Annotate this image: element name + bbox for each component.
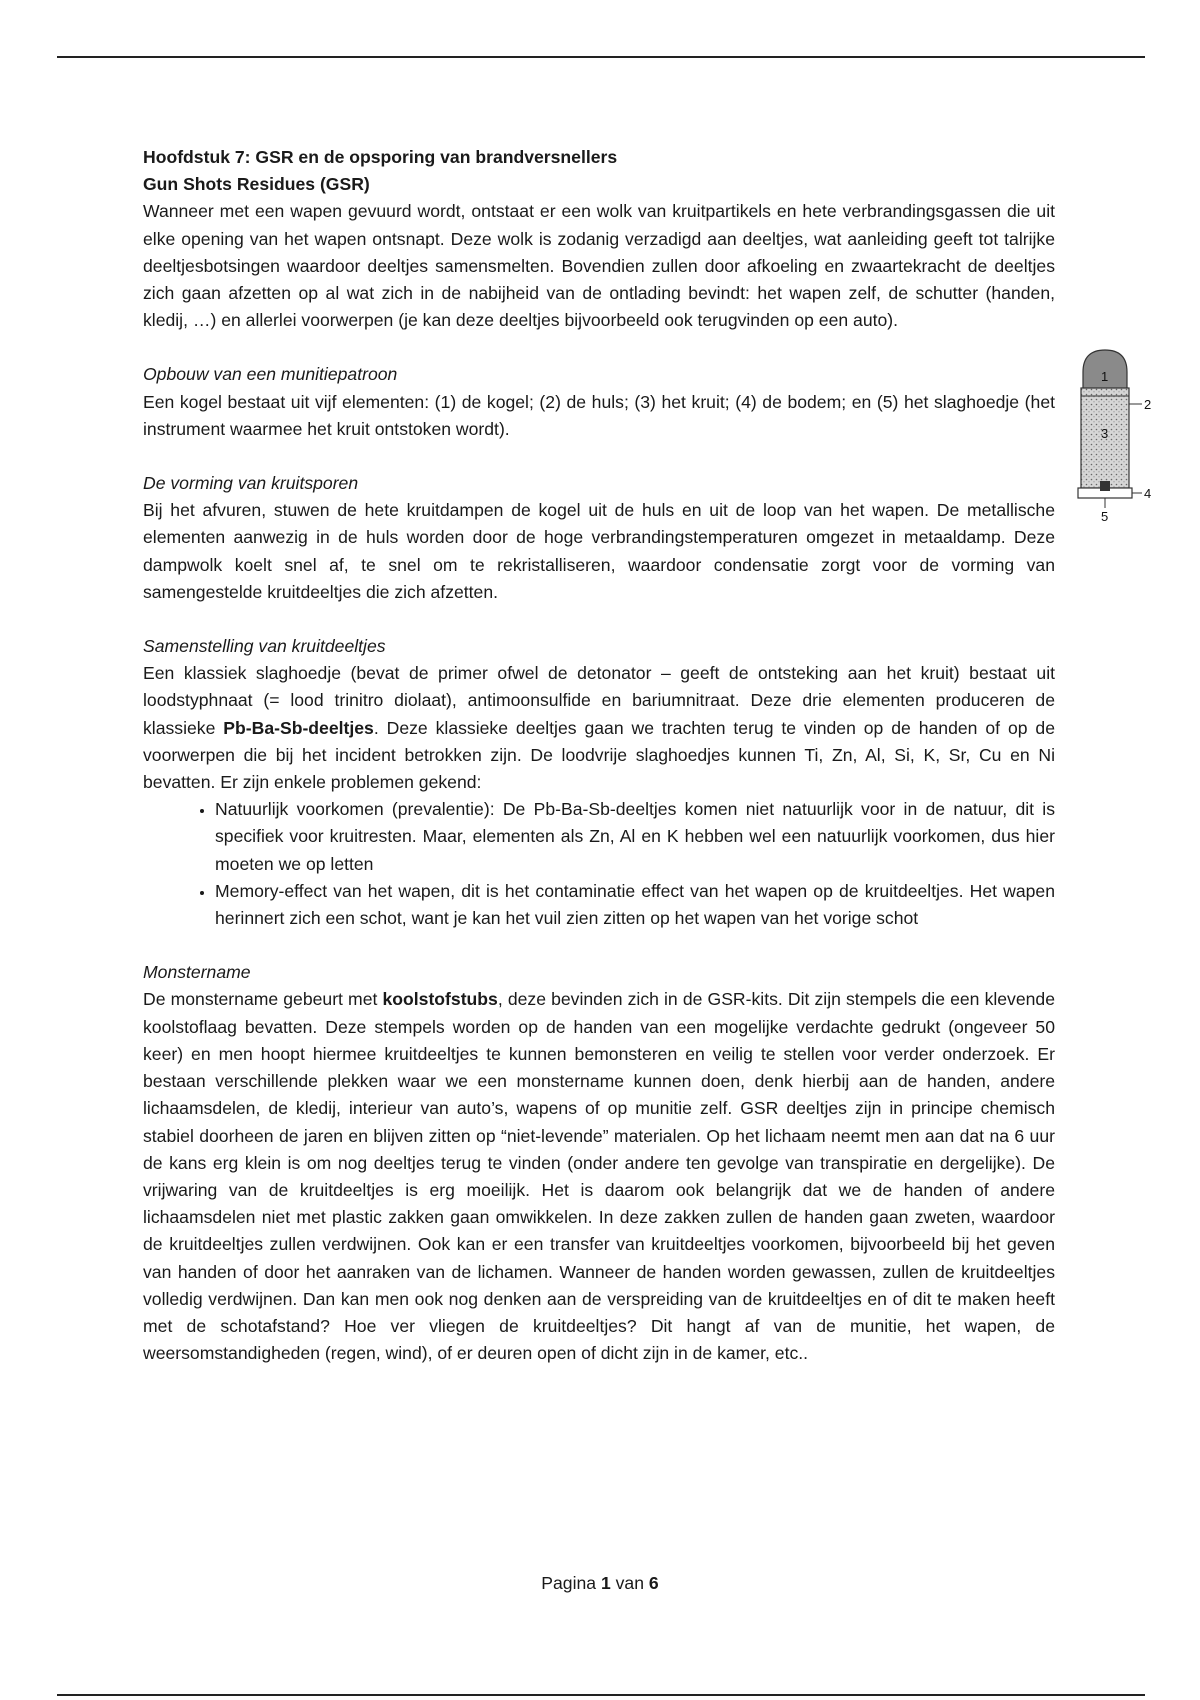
heading-vorming: De vorming van kruitsporen: [143, 473, 359, 494]
page-number: 1: [600, 1573, 611, 1593]
heading-samenstelling: Samenstelling van kruitdeeltjes: [143, 636, 386, 657]
footer-text: van: [610, 1573, 649, 1593]
intro-paragraph: Wanneer met een wapen gevuurd wordt, ontstaat er een wolk van kruitpartikels en hete verbrandingsgassen die uit elke opening van het wapen ontsnapt. Deze wolk is zodanig verzadigd aan deeltjes, wat aanleiding geeft tot talrijke deeltjesbotsingen waardoor deeltjes samensmelten. Bovendien zullen door afkoeling en zwaartekracht de deeltjes zich gaan afzetten op al wat zich in de nabijheid van de ontlading bevindt: het wapen zelf, de schutter (handen, kledij, …) en allerlei voorwerpen (je kan deze deeltjes bijvoorbeeld ook terugvinden op een auto).: [143, 201, 1055, 331]
text-segment: . Deze klassieke deeltjes gaan we trachten terug te vinden op de handen of op de voorwerpen die bij het incident betrokken zijn. De loodvrije slaghoedjes kunnen Ti, Zn, Al, Si, K, Sr, Cu en Ni bevatten. Er zijn enkele problemen gekend:: [143, 717, 1056, 793]
chapter-title: Hoofdstuk 7: GSR en de opsporing van brandversnellers: [143, 147, 618, 167]
text-segment: De monstername gebeurt met: [143, 989, 383, 1010]
text-segment: , deze bevinden zich in de GSR-kits. Dit zijn stempels die een klevende koolstoflaag bevatten. Deze stempels worden op de handen van een mogelijke verdachte gedrukt (ongeveer 50 keer) en men hoopt hiermee kruitdeeltjes te kunnen bemonsteren en veilig te stellen voor verder onderzoek. Er bestaan verschillende plekken waar we een monstername kunnen doen, denk hierbij aan de handen, andere lichaamsdelen, de kledij, interieur van auto’s, wapens of op munitie zelf. GSR deeltjes zijn in principe chemisch stabiel doorheen de jaren en blijven zitten op “niet-levende” materialen. Op het lichaam neemt men aan dat na 6 uur de kans erg klein is om nog deeltjes terug te vinden (onder andere ten gevolge van transpiratie en dergelijke). De vrijwaring van de kruitdeeltjes is erg moeilijk. Het is daarom ook belangrijk dat we de handen of andere lichaamsdelen niet met plastic zakken gaan omwikkelen. In deze zakken zullen de handen gaan zweten, waardoor de kruitdeeltjes zullen verdwijnen. Ook kan er een transfer van kruitdeeltjes voorkomen, bijvoorbeeld bij het geven van handen of door het aanraken van de lichamen. Wanneer de handen worden gewassen, zullen de kruitdeeltjes volledig verdwijnen. Dan kan men ook nog denken aan de verspreiding van de kruitdeeltjes en of dit te maken heeft met de schotafstand? Hoe ver vliegen de kruitdeeltjes? Dit hangt af van de munitie, het wapen, de weersomstandigheden (regen, wind), of er deuren open of dicht zijn in de kamer, etc..: [143, 989, 1055, 1364]
list-item: • Natuurlijk voorkomen (prevalentie): De Pb-Ba-Sb-deeltjes komen niet natuurlijk voor in de natuur, dit is specifiek voor kruitresten. Maar, elementen als Zn, Al en K hebben wel een natuurlijk voorkomen, dus hier moeten we op letten: [215, 796, 1055, 878]
document-body: [143, 144, 1055, 1367]
primer-shape: [1100, 481, 1110, 491]
heading-monstername: Monstername: [143, 962, 251, 983]
label-1: 1: [1101, 369, 1109, 384]
cartridge-diagram: [1070, 348, 1160, 528]
section-title: Gun Shots Residues (GSR): [143, 174, 370, 195]
page-footer: [0, 1573, 1200, 1594]
problem-list: [143, 796, 1055, 932]
label-3: 3: [1101, 426, 1109, 441]
paragraph-opbouw: Een kogel bestaat uit vijf elementen: (1) de kogel; (2) de huls; (3) het kruit; (4) de bodem; en (5) het slaghoedje (het instrument waarmee het kruit ontstoken wordt).: [143, 391, 1055, 439]
header-rule: [57, 56, 1145, 58]
heading-opbouw: Opbouw van een munitiepatroon: [143, 364, 398, 385]
bold-term: koolstofstubs: [382, 989, 498, 1010]
list-item: • Memory-effect van het wapen, dit is het contaminatie effect van het wapen op de kruitdeeltjes. Het wapen herinnert zich een schot, want je kan het vuil zien zitten op het wapen van het vorige schot: [215, 878, 1055, 932]
label-5: 5: [1101, 509, 1109, 524]
footer-text: Pagina: [541, 1573, 601, 1593]
paragraph-monstername: [143, 986, 1055, 1367]
footer-rule: [57, 1694, 1145, 1696]
paragraph-samenstelling: [143, 660, 1055, 796]
page-total: 6: [648, 1573, 659, 1593]
label-2: 2: [1144, 397, 1152, 412]
label-4: 4: [1144, 486, 1152, 501]
paragraph-vorming: Bij het afvuren, stuwen de hete kruitdampen de kogel uit de huls en uit de loop van het wapen. De metallische elementen aanwezig in de huls worden door de hoge verbrandingstemperaturen omgezet in metaaldamp. Deze dampwolk koelt snel af, te snel om te rekristalliseren, waardoor condensatie zorgt voor de vorming van samengestelde kruitdeeltjes die zich afzetten.: [143, 500, 1055, 602]
text-segment: Een klassiek slaghoedje (bevat de primer ofwel de detonator – geeft de ontsteking aan het kruit) bestaat uit loodstyphnaat (= lood trinitro diolaat), antimoonsulfide en bariumnitraat. Deze drie elementen produceren de klassieke: [143, 663, 1055, 738]
cartridge-diagram-svg: [1070, 348, 1160, 528]
bold-term: Pb-Ba-Sb-deeltjes: [223, 717, 374, 738]
